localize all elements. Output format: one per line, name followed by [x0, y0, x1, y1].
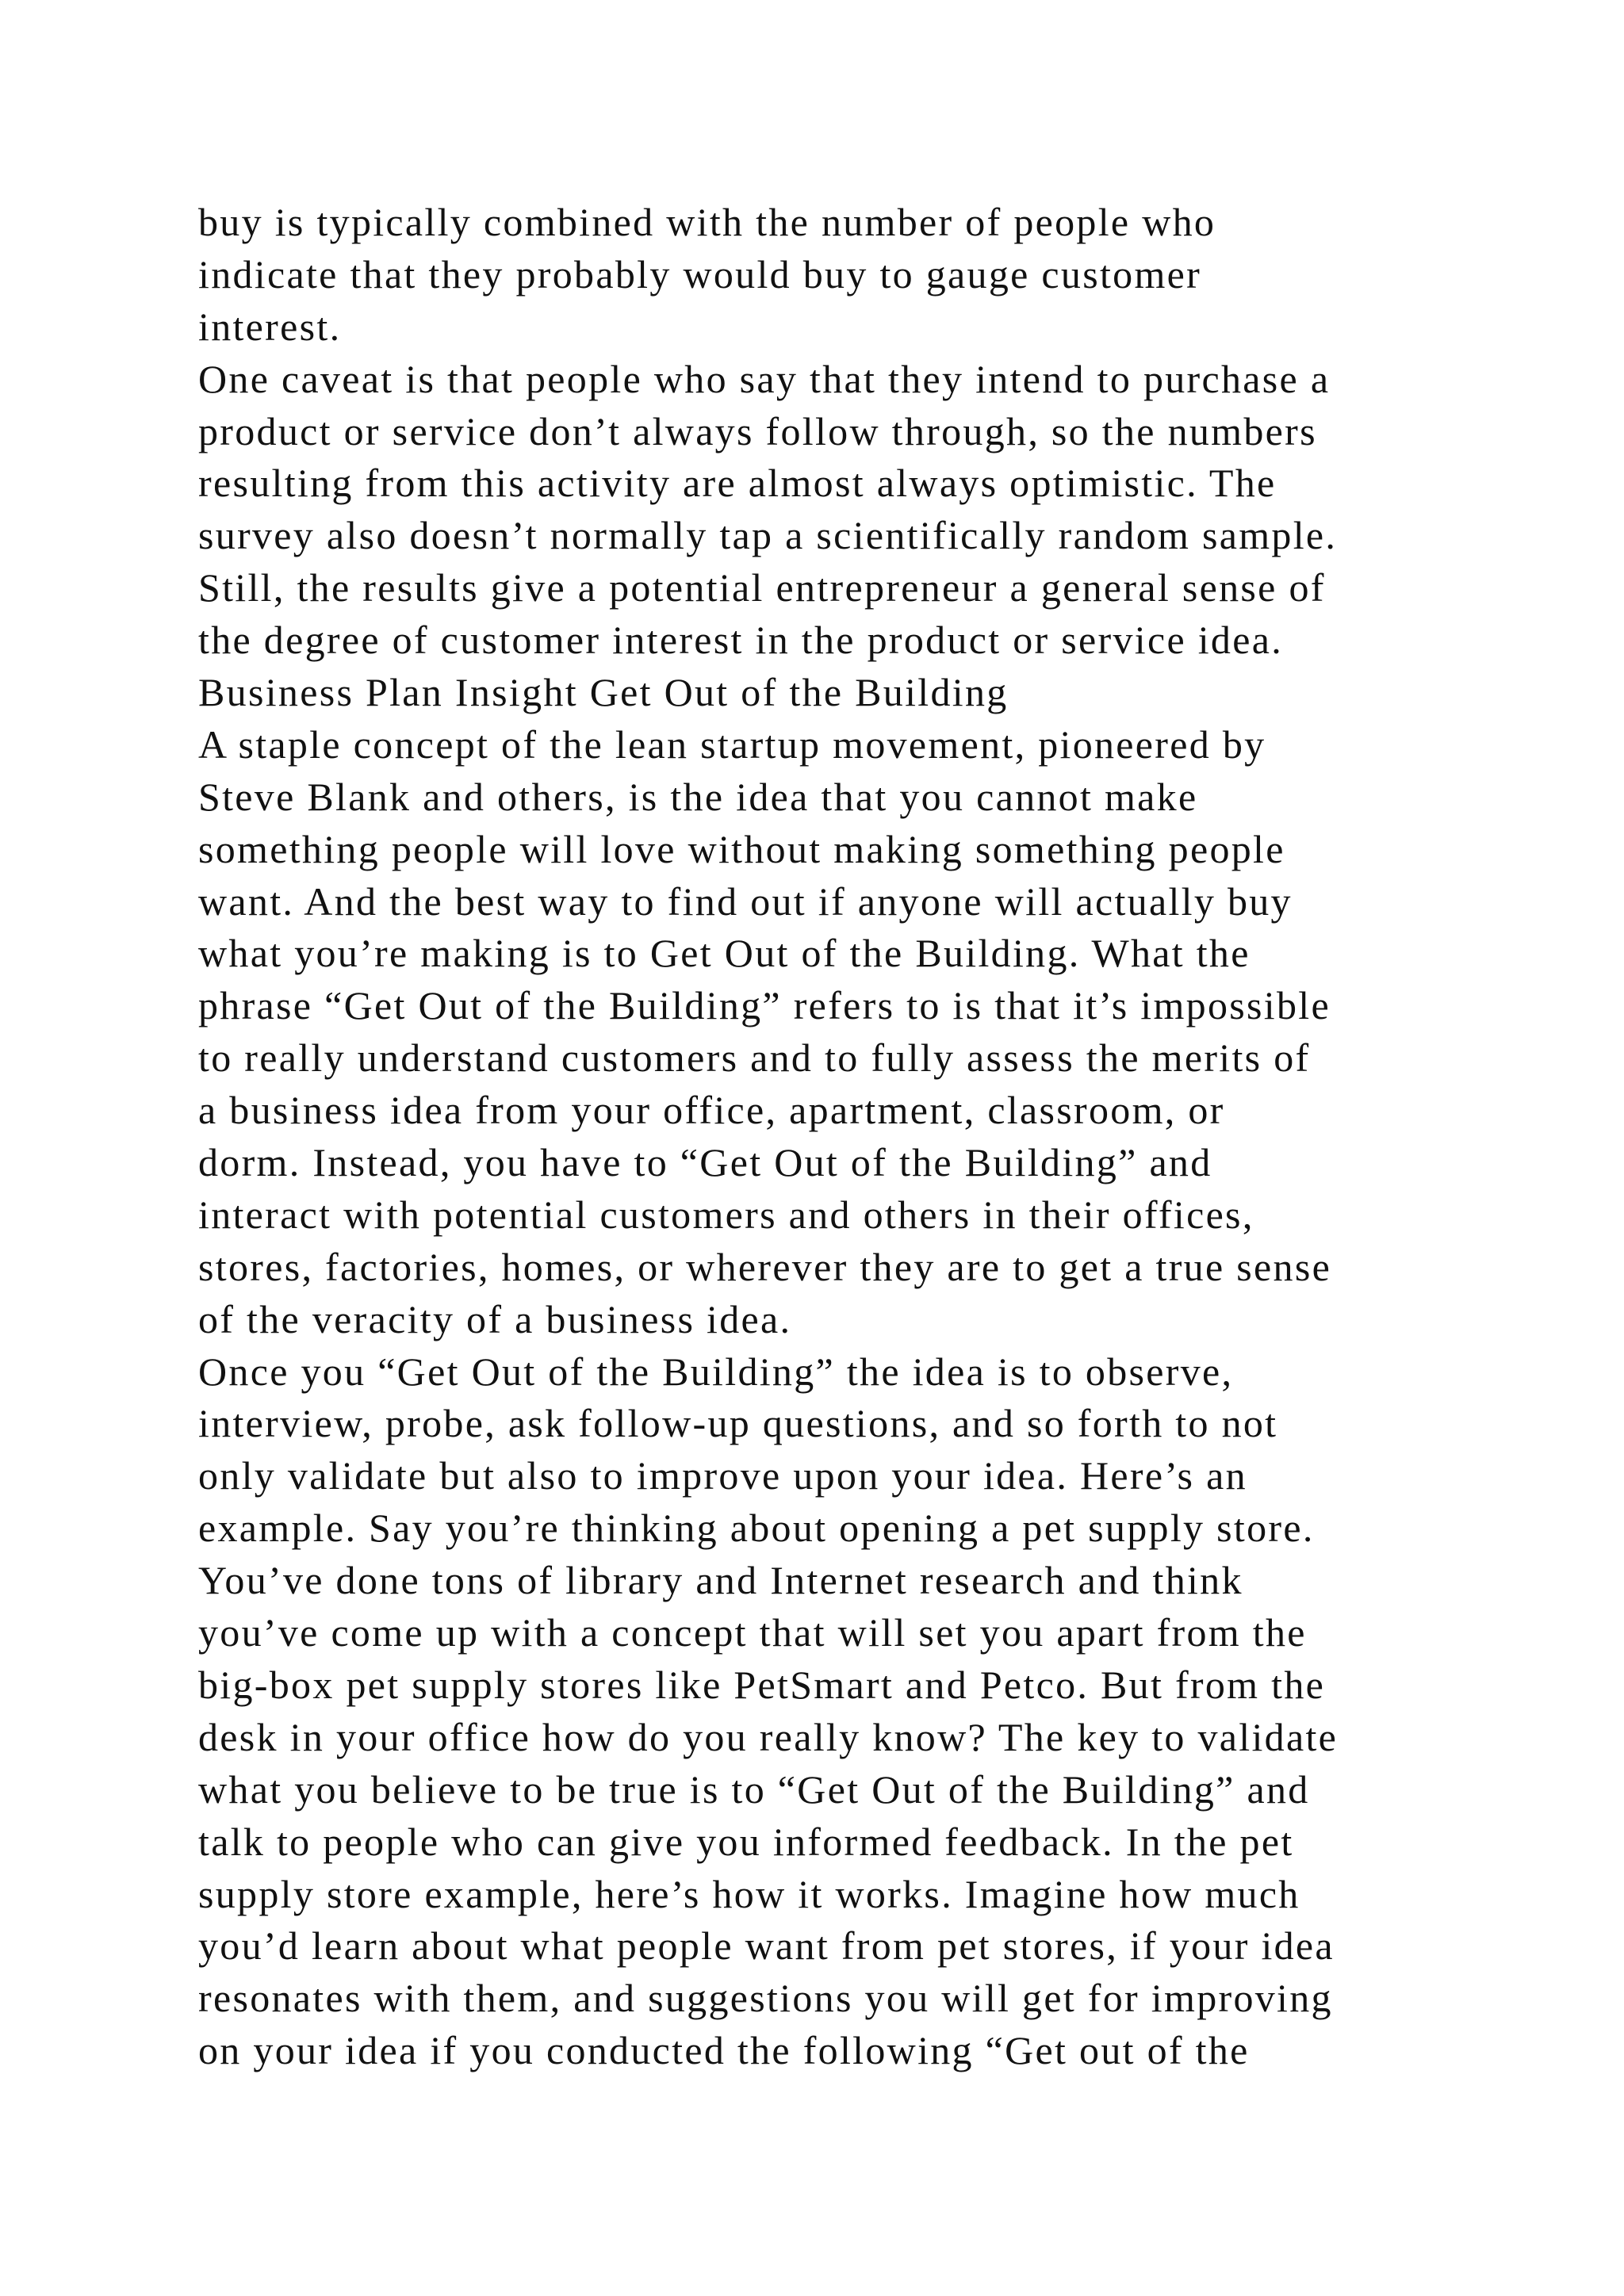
- text-line: phrase “Get Out of the Building” refers to is that it’s impossible: [198, 983, 1331, 1028]
- text-line: only validate but also to improve upon your idea. Here’s an: [198, 1453, 1247, 1498]
- text-line: the degree of customer interest in the product or service idea.: [198, 618, 1284, 663]
- text-line: dorm. Instead, you have to “Get Out of the Building” and: [198, 1140, 1212, 1185]
- text-line: something people will love without making something people: [198, 826, 1285, 871]
- text-line: product or service don’t always follow through, so the numbers: [198, 408, 1317, 453]
- text-line: interview, probe, ask follow-up questions, and so forth to not: [198, 1401, 1278, 1446]
- text-line: a business idea from your office, apartment, classroom, or: [198, 1088, 1225, 1133]
- text-line: big-box pet supply stores like PetSmart and Petco. But from the: [198, 1662, 1326, 1707]
- text-line: resulting from this activity are almost always optimistic. The: [198, 461, 1277, 506]
- text-line: Steve Blank and others, is the idea that you cannot make: [198, 774, 1198, 819]
- body-text: [198, 197, 1499, 2077]
- text-line: Still, the results give a potential entrepreneur a general sense of: [198, 565, 1326, 610]
- text-line: of the veracity of a business idea.: [198, 1296, 792, 1341]
- text-line: stores, factories, homes, or wherever they are to get a true sense: [198, 1244, 1332, 1289]
- text-line: you’d learn about what people want from pet stores, if your idea: [198, 1923, 1335, 1969]
- text-line: what you’re making is to Get Out of the Building. What the: [198, 931, 1251, 976]
- text-line: to really understand customers and to fully assess the merits of: [198, 1035, 1311, 1081]
- text-line: example. Say you’re thinking about opening a pet supply store.: [198, 1506, 1315, 1551]
- section-heading: Business Plan Insight Get Out of the Building: [198, 670, 1009, 715]
- text-line: indicate that they probably would buy to gauge customer: [198, 251, 1202, 297]
- text-line: what you believe to be true is to “Get Out of the Building” and: [198, 1766, 1310, 1812]
- text-line: interact with potential customers and others in their offices,: [198, 1192, 1254, 1237]
- text-line: desk in your office how do you really know? The key to validate: [198, 1714, 1339, 1759]
- text-line: you’ve come up with a concept that will set you apart from the: [198, 1610, 1307, 1655]
- text-line: on your idea if you conducted the following “Get out of the: [198, 2028, 1250, 2073]
- text-line: One caveat is that people who say that they intend to purchase a: [198, 356, 1331, 401]
- text-line: want. And the best way to find out if anyone will actually buy: [198, 878, 1293, 924]
- text-line: interest.: [198, 304, 342, 349]
- text-line: A staple concept of the lean startup movement, pioneered by: [198, 721, 1266, 767]
- text-line: survey also doesn’t normally tap a scientifically random sample.: [198, 513, 1338, 558]
- text-line: buy is typically combined with the number of people who: [198, 200, 1216, 244]
- text-line: talk to people who can give you informed feedback. In the pet: [198, 1819, 1294, 1864]
- text-line: Once you “Get Out of the Building” the idea is to observe,: [198, 1349, 1234, 1394]
- text-line: supply store example, here’s how it works. Imagine how much: [198, 1871, 1300, 1916]
- text-line: You’ve done tons of library and Internet research and think: [198, 1558, 1243, 1603]
- text-line: resonates with them, and suggestions you will get for improving: [198, 1976, 1333, 2021]
